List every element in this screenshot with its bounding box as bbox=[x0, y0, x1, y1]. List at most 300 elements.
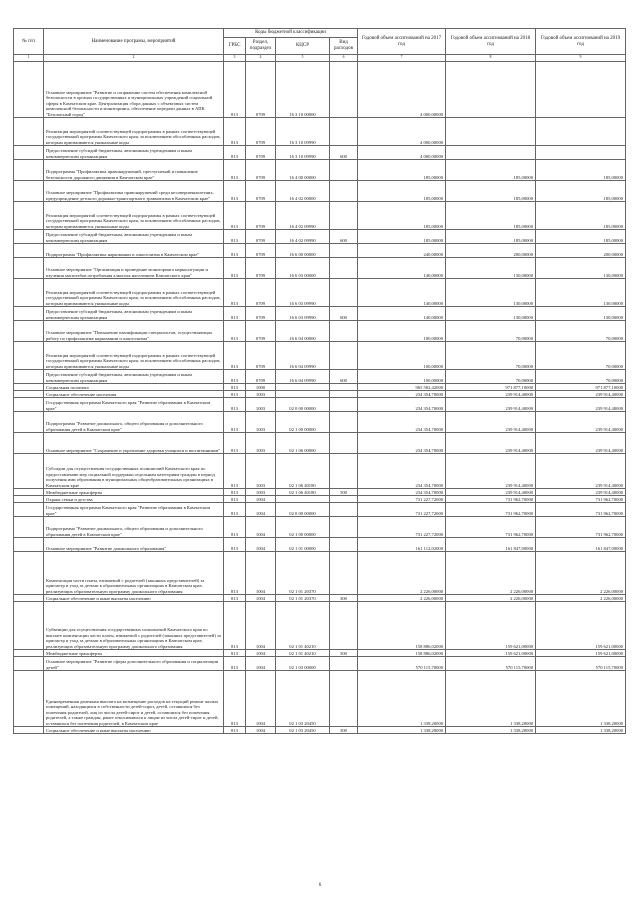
cell-2017: 4 000,00000 bbox=[358, 146, 446, 160]
cell-razdel: 0709 bbox=[246, 118, 276, 146]
cell-num bbox=[14, 118, 44, 146]
table-row bbox=[14, 202, 626, 230]
cell-grbs: 813 bbox=[224, 118, 246, 146]
cell-num bbox=[14, 370, 44, 384]
table-row bbox=[14, 503, 626, 517]
cell-2019: 70,00000 bbox=[536, 321, 626, 342]
cell-2018: 185,00000 bbox=[446, 202, 536, 230]
cell-2018 bbox=[446, 146, 536, 160]
cell-kcsr: 02 1 00 00000 bbox=[276, 412, 330, 433]
index-cell: 7 bbox=[358, 55, 446, 62]
cell-name: Субвенции для осуществления государственных полномочий Камчатского края по выплате компенсации части платы, взимаемой с родителей (законных представителей) за присмотр и уход за детьми в образовательных организациях в Камчатском крае, реализующих образовательную программу дошкольного образования bbox=[44, 602, 224, 650]
cell-name: Подпрограмма "Развитие дошкольного, общего образования и дополнительного образования детей в Камчатском крае" bbox=[44, 412, 224, 433]
budget-page bbox=[13, 28, 625, 734]
cell-razdel: 0709 bbox=[246, 230, 276, 244]
index-cell: 4 bbox=[246, 55, 276, 62]
cell-razdel: 0709 bbox=[246, 279, 276, 307]
cell-razdel: 0709 bbox=[246, 62, 276, 118]
cell-num bbox=[14, 496, 44, 503]
cell-name: Реализация мероприятий соответствующей подпрограммы в рамках соответствующей государственной программы Камчатского края, за исключением обособленных расходов, которым присваиваются уникальные коды bbox=[44, 342, 224, 370]
cell-name: Социальное обеспечение населения bbox=[44, 391, 224, 398]
cell-razdel: 1004 bbox=[246, 503, 276, 517]
cell-kcsr bbox=[276, 391, 330, 398]
cell-2018: 1 338,20000 bbox=[446, 727, 536, 734]
cell-num bbox=[14, 433, 44, 454]
cell-razdel: 0709 bbox=[246, 160, 276, 181]
cell-name: Основное мероприятие "Профилактика правонарушений среди несовершеннолетних, предупреждение детского дорожно-транспортного травматизма в Камчатском крае" bbox=[44, 181, 224, 202]
cell-2017: 234 354,70000 bbox=[358, 489, 446, 496]
cell-razdel: 0709 bbox=[246, 146, 276, 160]
cell-name: Реализация мероприятий соответствующей подпрограммы в рамках соответствующей государственной программы Камчатского края, за исключением обособленных расходов, которым присваиваются уникальные коды bbox=[44, 118, 224, 146]
cell-2019: 200,00000 bbox=[536, 244, 626, 258]
cell-kcsr: 16 6 03 09990 bbox=[276, 307, 330, 321]
cell-kcsr: 02 1 01 40210 bbox=[276, 650, 330, 657]
cell-kcsr: 16 6 04 09990 bbox=[276, 342, 330, 370]
cell-num bbox=[14, 538, 44, 552]
cell-kcsr: 16 6 04 09990 bbox=[276, 370, 330, 384]
cell-kcsr: 16 3 10 09990 bbox=[276, 146, 330, 160]
cell-name: Предоставление субсидий бюджетным, автономным учреждениям и иным некоммерческим организациям bbox=[44, 146, 224, 160]
cell-name: Основное мероприятие "Развитие дошкольного образования" bbox=[44, 538, 224, 552]
cell-grbs: 813 bbox=[224, 517, 246, 538]
cell-kcsr: 02 0 00 00000 bbox=[276, 398, 330, 412]
cell-name: Реализация мероприятий соответствующей подпрограммы в рамках соответствующей государственной программы Камчатского края, за исключением обособленных расходов, которым присваиваются уникальные коды bbox=[44, 279, 224, 307]
cell-grbs: 813 bbox=[224, 370, 246, 384]
header-vid: Вид расходов bbox=[330, 38, 358, 55]
cell-2019: 130,00000 bbox=[536, 258, 626, 279]
cell-2018: 185,00000 bbox=[446, 160, 536, 181]
cell-2019: 130,00000 bbox=[536, 279, 626, 307]
cell-num bbox=[14, 517, 44, 538]
cell-grbs: 813 bbox=[224, 321, 246, 342]
index-row bbox=[14, 55, 626, 62]
table-row bbox=[14, 146, 626, 160]
cell-2019: 971 877,10000 bbox=[536, 384, 626, 391]
cell-2019: 239 914,40000 bbox=[536, 412, 626, 433]
cell-2017: 234 354,70000 bbox=[358, 412, 446, 433]
cell-2019 bbox=[536, 118, 626, 146]
cell-num bbox=[14, 391, 44, 398]
cell-num bbox=[14, 384, 44, 391]
cell-kcsr: 16 4 02 09990 bbox=[276, 230, 330, 244]
cell-vid bbox=[330, 552, 358, 595]
table-row bbox=[14, 160, 626, 181]
cell-grbs: 813 bbox=[224, 230, 246, 244]
cell-2019: 239 914,40000 bbox=[536, 433, 626, 454]
cell-2019: 239 914,40000 bbox=[536, 398, 626, 412]
cell-vid bbox=[330, 433, 358, 454]
header-2018: Годовой объем ассигнований на 2018 год bbox=[446, 29, 536, 55]
cell-num bbox=[14, 489, 44, 496]
cell-kcsr: 16 3 10 09990 bbox=[276, 118, 330, 146]
cell-kcsr: 02 1 06 00000 bbox=[276, 433, 330, 454]
cell-name: Государственная программа Камчатского края "Развитие образования в Камчатском крае" bbox=[44, 398, 224, 412]
cell-2019: 159 621,00000 bbox=[536, 602, 626, 650]
index-cell: 9 bbox=[536, 55, 626, 62]
cell-razdel: 1003 bbox=[246, 412, 276, 433]
cell-vid bbox=[330, 538, 358, 552]
header-grbs: ГРБС bbox=[224, 38, 246, 55]
cell-vid bbox=[330, 160, 358, 181]
cell-2017: 234 354,70000 bbox=[358, 454, 446, 489]
cell-name: Социальная политика bbox=[44, 384, 224, 391]
cell-kcsr: 02 1 01 20370 bbox=[276, 552, 330, 595]
cell-num bbox=[14, 307, 44, 321]
cell-2017: 140,00000 bbox=[358, 279, 446, 307]
cell-2019: 185,00000 bbox=[536, 230, 626, 244]
cell-kcsr: 16 4 02 09990 bbox=[276, 202, 330, 230]
cell-vid bbox=[330, 258, 358, 279]
cell-name: Предоставление субсидий бюджетным, автономным учреждениям и иным некоммерческим организациям bbox=[44, 307, 224, 321]
cell-grbs: 813 bbox=[224, 433, 246, 454]
cell-name: Предоставление субсидий бюджетным, автономным учреждениям и иным некоммерческим организациям bbox=[44, 230, 224, 244]
cell-kcsr: 16 6 00 00000 bbox=[276, 244, 330, 258]
cell-2018: 1 338,20000 bbox=[446, 671, 536, 727]
page-number: 6 bbox=[318, 883, 322, 888]
cell-2019 bbox=[536, 146, 626, 160]
cell-2019: 731 962,70000 bbox=[536, 496, 626, 503]
cell-grbs: 813 bbox=[224, 307, 246, 321]
cell-2017: 185,00000 bbox=[358, 181, 446, 202]
cell-2017: 731 227,72000 bbox=[358, 496, 446, 503]
cell-2018: 239 914,40000 bbox=[446, 398, 536, 412]
cell-vid: 600 bbox=[330, 370, 358, 384]
cell-2019: 731 962,70000 bbox=[536, 517, 626, 538]
cell-razdel: 0709 bbox=[246, 321, 276, 342]
cell-grbs: 813 bbox=[224, 454, 246, 489]
cell-2018: 185,00000 bbox=[446, 181, 536, 202]
cell-2017: 140,00000 bbox=[358, 307, 446, 321]
cell-2019: 239 914,40000 bbox=[536, 391, 626, 398]
cell-2017: 158 886,02000 bbox=[358, 650, 446, 657]
cell-razdel: 0709 bbox=[246, 244, 276, 258]
cell-grbs: 813 bbox=[224, 342, 246, 370]
cell-vid bbox=[330, 503, 358, 517]
cell-num bbox=[14, 398, 44, 412]
cell-razdel: 0709 bbox=[246, 307, 276, 321]
cell-grbs: 813 bbox=[224, 62, 246, 118]
table-row bbox=[14, 279, 626, 307]
cell-kcsr: 16 6 03 09990 bbox=[276, 279, 330, 307]
cell-num bbox=[14, 671, 44, 727]
cell-2018 bbox=[446, 62, 536, 118]
cell-name: Социальное обеспечение и иные выплаты населению bbox=[44, 727, 224, 734]
cell-name: Основное мероприятие "Повышение квалификации специалистов, осуществляющих работу по профилактике наркомании и алкоголизма" bbox=[44, 321, 224, 342]
header-num: № п/п bbox=[14, 29, 44, 55]
cell-grbs: 813 bbox=[224, 503, 246, 517]
cell-2018 bbox=[446, 118, 536, 146]
cell-num bbox=[14, 321, 44, 342]
table-row bbox=[14, 602, 626, 650]
cell-num bbox=[14, 727, 44, 734]
cell-2017: 1 338,20000 bbox=[358, 727, 446, 734]
cell-2018: 130,00000 bbox=[446, 307, 536, 321]
header-razdel: Раздел, подраздел bbox=[246, 38, 276, 55]
table-row bbox=[14, 370, 626, 384]
cell-2018: 239 914,40000 bbox=[446, 489, 536, 496]
table-row bbox=[14, 181, 626, 202]
cell-razdel: 1004 bbox=[246, 595, 276, 602]
cell-vid bbox=[330, 62, 358, 118]
cell-razdel: 1004 bbox=[246, 671, 276, 727]
cell-num bbox=[14, 650, 44, 657]
cell-kcsr: 02 1 03 20450 bbox=[276, 727, 330, 734]
cell-2017: 240,00000 bbox=[358, 244, 446, 258]
cell-grbs: 813 bbox=[224, 258, 246, 279]
cell-name: Подпрограмма "Профилактика правонарушений, преступлений и повышение безопасности дорожного движения в Камчатском крае" bbox=[44, 160, 224, 181]
cell-vid bbox=[330, 454, 358, 489]
cell-grbs: 813 bbox=[224, 160, 246, 181]
cell-vid bbox=[330, 398, 358, 412]
cell-2018: 130,00000 bbox=[446, 258, 536, 279]
cell-razdel: 0709 bbox=[246, 202, 276, 230]
cell-2017: 161 112,02000 bbox=[358, 538, 446, 552]
cell-vid: 300 bbox=[330, 595, 358, 602]
cell-2018: 130,00000 bbox=[446, 279, 536, 307]
table-row bbox=[14, 230, 626, 244]
table-row bbox=[14, 650, 626, 657]
cell-razdel: 0709 bbox=[246, 258, 276, 279]
cell-2018: 731 962,70000 bbox=[446, 517, 536, 538]
cell-kcsr: 16 4 00 00000 bbox=[276, 160, 330, 181]
cell-2019: 185,00000 bbox=[536, 160, 626, 181]
cell-grbs: 813 bbox=[224, 384, 246, 391]
cell-2018: 971 877,10000 bbox=[446, 384, 536, 391]
cell-num bbox=[14, 244, 44, 258]
cell-grbs: 813 bbox=[224, 496, 246, 503]
cell-2019: 185,00000 bbox=[536, 202, 626, 230]
cell-kcsr: 02 1 06 40180 bbox=[276, 489, 330, 496]
cell-vid bbox=[330, 321, 358, 342]
cell-kcsr: 16 6 03 00000 bbox=[276, 258, 330, 279]
cell-2017: 4 000,00000 bbox=[358, 62, 446, 118]
cell-2017: 965 582,42000 bbox=[358, 384, 446, 391]
cell-2018: 70,00000 bbox=[446, 321, 536, 342]
cell-grbs: 813 bbox=[224, 671, 246, 727]
cell-vid bbox=[330, 384, 358, 391]
cell-vid bbox=[330, 342, 358, 370]
cell-razdel: 1003 bbox=[246, 454, 276, 489]
cell-kcsr: 16 3 10 00000 bbox=[276, 62, 330, 118]
cell-name: Социальное обеспечение и иные выплаты населению bbox=[44, 595, 224, 602]
cell-2019: 185,00000 bbox=[536, 181, 626, 202]
cell-razdel: 1003 bbox=[246, 489, 276, 496]
cell-name: Предоставление субсидий бюджетным, автономным учреждениям и иным некоммерческим организациям bbox=[44, 370, 224, 384]
cell-razdel: 0709 bbox=[246, 181, 276, 202]
cell-vid bbox=[330, 671, 358, 727]
table-row bbox=[14, 517, 626, 538]
cell-2019: 1 338,20000 bbox=[536, 727, 626, 734]
cell-2017: 100,00000 bbox=[358, 370, 446, 384]
table-row bbox=[14, 244, 626, 258]
cell-num bbox=[14, 146, 44, 160]
cell-num bbox=[14, 202, 44, 230]
cell-razdel: 0709 bbox=[246, 342, 276, 370]
table-row bbox=[14, 62, 626, 118]
cell-kcsr bbox=[276, 496, 330, 503]
cell-kcsr: 16 4 02 00000 bbox=[276, 181, 330, 202]
cell-vid bbox=[330, 602, 358, 650]
cell-grbs: 813 bbox=[224, 181, 246, 202]
cell-razdel: 1004 bbox=[246, 496, 276, 503]
cell-2018: 70,00000 bbox=[446, 342, 536, 370]
cell-razdel: 1004 bbox=[246, 657, 276, 671]
cell-name: Реализация мероприятий соответствующей подпрограммы в рамках соответствующей государственной программы Камчатского края, за исключением обособленных расходов, которым присваиваются уникальные коды bbox=[44, 202, 224, 230]
cell-2017: 1 338,20000 bbox=[358, 671, 446, 727]
cell-2018: 159 621,00000 bbox=[446, 650, 536, 657]
table-row bbox=[14, 657, 626, 671]
table-row bbox=[14, 258, 626, 279]
cell-vid bbox=[330, 244, 358, 258]
cell-name: Межбюджетные трансферты bbox=[44, 650, 224, 657]
table-row bbox=[14, 454, 626, 489]
cell-2019: 70,00000 bbox=[536, 342, 626, 370]
cell-grbs: 813 bbox=[224, 650, 246, 657]
table-row bbox=[14, 595, 626, 602]
cell-2018: 185,00000 bbox=[446, 230, 536, 244]
cell-name: Основное мероприятие "Развитие сферы дополнительного образования и социализации детей" bbox=[44, 657, 224, 671]
cell-name: Межбюджетные трансферты bbox=[44, 489, 224, 496]
cell-2018: 731 962,70000 bbox=[446, 496, 536, 503]
cell-2018: 200,00000 bbox=[446, 244, 536, 258]
header-2019: Годовой объем ассигнований на 2019 год bbox=[536, 29, 626, 55]
cell-grbs: 813 bbox=[224, 657, 246, 671]
cell-2017: 234 354,70000 bbox=[358, 398, 446, 412]
table-row bbox=[14, 118, 626, 146]
cell-razdel: 1003 bbox=[246, 433, 276, 454]
cell-name: Охрана семьи и детства bbox=[44, 496, 224, 503]
cell-num bbox=[14, 412, 44, 433]
cell-num bbox=[14, 503, 44, 517]
cell-2019: 161 847,00000 bbox=[536, 538, 626, 552]
cell-2019: 2 226,00000 bbox=[536, 595, 626, 602]
cell-vid bbox=[330, 279, 358, 307]
cell-vid bbox=[330, 496, 358, 503]
cell-vid: 300 bbox=[330, 727, 358, 734]
table-row bbox=[14, 398, 626, 412]
cell-2017: 234 354,70000 bbox=[358, 433, 446, 454]
budget-table bbox=[13, 28, 626, 734]
index-cell: 6 bbox=[330, 55, 358, 62]
cell-2017: 185,00000 bbox=[358, 230, 446, 244]
cell-2018: 239 914,40000 bbox=[446, 412, 536, 433]
cell-kcsr bbox=[276, 384, 330, 391]
cell-vid: 500 bbox=[330, 489, 358, 496]
cell-grbs: 813 bbox=[224, 595, 246, 602]
header-name: Наименование програмы, мероприятий bbox=[44, 29, 224, 55]
cell-num bbox=[14, 342, 44, 370]
cell-razdel: 1004 bbox=[246, 517, 276, 538]
table-row bbox=[14, 391, 626, 398]
cell-grbs: 813 bbox=[224, 391, 246, 398]
cell-num bbox=[14, 657, 44, 671]
cell-razdel: 1004 bbox=[246, 727, 276, 734]
cell-kcsr: 02 1 01 00000 bbox=[276, 538, 330, 552]
index-cell: 1 bbox=[14, 55, 44, 62]
cell-2017: 4 000,00000 bbox=[358, 118, 446, 146]
cell-2017: 100,00000 bbox=[358, 342, 446, 370]
header-kcsr: КЦСР bbox=[276, 38, 330, 55]
table-row bbox=[14, 342, 626, 370]
cell-num bbox=[14, 230, 44, 244]
cell-2017: 158 886,02000 bbox=[358, 602, 446, 650]
cell-2017: 185,00000 bbox=[358, 160, 446, 181]
cell-2019: 239 914,40000 bbox=[536, 454, 626, 489]
cell-2019: 70,00000 bbox=[536, 370, 626, 384]
cell-2018: 161 847,00000 bbox=[446, 538, 536, 552]
cell-2018: 570 115,70000 bbox=[446, 657, 536, 671]
cell-vid: 600 bbox=[330, 146, 358, 160]
cell-name: Основное мероприятие "Развитие и сопряжение систем обеспечения комплексной безопасности в органах государственных и муниципальных учреждений социальной сферы в Камчатском крае. Централизация сбора данных с объектовых систем комплексной безопасности и мониторинга, обеспечение передачи данных в АПК "Безопасный город" bbox=[44, 62, 224, 118]
cell-2019 bbox=[536, 62, 626, 118]
cell-vid bbox=[330, 517, 358, 538]
cell-grbs: 813 bbox=[224, 727, 246, 734]
table-row bbox=[14, 552, 626, 595]
table-row bbox=[14, 307, 626, 321]
cell-razdel: 1004 bbox=[246, 552, 276, 595]
cell-2018: 239 914,40000 bbox=[446, 454, 536, 489]
cell-2019: 1 338,20000 bbox=[536, 671, 626, 727]
cell-2017: 731 227,72000 bbox=[358, 503, 446, 517]
cell-kcsr: 02 1 03 00000 bbox=[276, 657, 330, 671]
cell-name: Основное мероприятие "Организация и проведение мониторинга наркоситуации и изучения масштабов потребления алкоголя населением Камчатского края" bbox=[44, 258, 224, 279]
table-row bbox=[14, 384, 626, 391]
cell-grbs: 813 bbox=[224, 538, 246, 552]
cell-2019: 2 226,00000 bbox=[536, 552, 626, 595]
cell-2017: 2 226,00000 bbox=[358, 595, 446, 602]
cell-vid: 600 bbox=[330, 230, 358, 244]
cell-num bbox=[14, 181, 44, 202]
cell-num bbox=[14, 160, 44, 181]
cell-razdel: 1004 bbox=[246, 602, 276, 650]
cell-2017: 100,00000 bbox=[358, 321, 446, 342]
cell-kcsr: 16 6 04 00000 bbox=[276, 321, 330, 342]
table-row bbox=[14, 671, 626, 727]
cell-name: Государственная программа Камчатского края "Развитие образования в Камчатском крае" bbox=[44, 503, 224, 517]
cell-2017: 2 226,00000 bbox=[358, 552, 446, 595]
cell-kcsr: 02 1 00 00000 bbox=[276, 517, 330, 538]
cell-2018: 159 621,00000 bbox=[446, 602, 536, 650]
cell-2019: 239 914,40000 bbox=[536, 489, 626, 496]
header-codes-group: Коды бюджетной классификации bbox=[224, 29, 358, 38]
index-cell: 3 bbox=[224, 55, 246, 62]
table-row bbox=[14, 489, 626, 496]
cell-razdel: 1004 bbox=[246, 538, 276, 552]
table-row bbox=[14, 412, 626, 433]
header-2017: Годовой объем ассигнований на 2017 год bbox=[358, 29, 446, 55]
cell-grbs: 813 bbox=[224, 412, 246, 433]
cell-razdel: 0709 bbox=[246, 370, 276, 384]
cell-num bbox=[14, 552, 44, 595]
index-cell: 8 bbox=[446, 55, 536, 62]
cell-num bbox=[14, 279, 44, 307]
table-row bbox=[14, 538, 626, 552]
cell-2018: 239 914,40000 bbox=[446, 391, 536, 398]
table-row bbox=[14, 433, 626, 454]
cell-razdel: 1003 bbox=[246, 398, 276, 412]
cell-grbs: 813 bbox=[224, 244, 246, 258]
cell-kcsr: 02 1 01 40210 bbox=[276, 602, 330, 650]
cell-2017: 140,00000 bbox=[358, 258, 446, 279]
cell-grbs: 813 bbox=[224, 279, 246, 307]
cell-vid bbox=[330, 202, 358, 230]
cell-2019: 130,00000 bbox=[536, 307, 626, 321]
cell-grbs: 813 bbox=[224, 489, 246, 496]
cell-2019: 570 115,70000 bbox=[536, 657, 626, 671]
cell-kcsr: 02 0 00 00000 bbox=[276, 503, 330, 517]
cell-2018: 2 226,00000 bbox=[446, 595, 536, 602]
cell-vid bbox=[330, 181, 358, 202]
